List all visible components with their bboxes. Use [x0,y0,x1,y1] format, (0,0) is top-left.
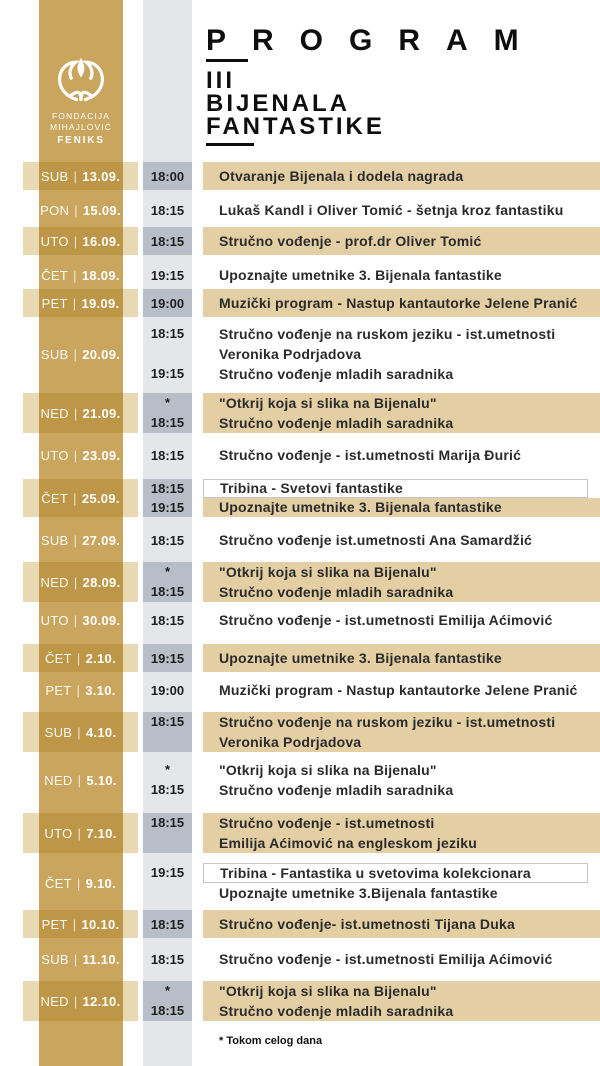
date-separator: | [73,951,78,967]
time-spacer [143,833,192,853]
date-label: 2.10. [85,650,116,666]
event-description: Stručno vođenje - ist.umetnosti Emilija Aćimović [219,951,553,967]
schedule-row [0,863,600,903]
date-label: 25.09. [81,490,120,506]
date-cell [23,712,138,752]
time-cell [143,910,192,938]
date-label: 9.10. [85,875,116,891]
event-cell [203,760,600,800]
day-label: PET [45,682,72,698]
date-separator: | [73,233,78,249]
event-description: Upoznajte umetnike 3. Bijenala fantastike [219,267,502,283]
title-underline-bottom [206,143,254,146]
date-separator: | [73,405,78,421]
schedule-row [0,479,600,517]
event-description: Veronika Podrjadova [219,346,362,362]
title-line-bijenala: BIJENALA [206,90,351,117]
phoenix-icon [52,56,110,104]
date-cell [23,289,138,317]
event-description: "Otkrij koja si slika na Bijenalu" [219,762,437,778]
brand-logo [39,56,123,147]
event-cell [203,393,600,433]
date-label: 16.09. [82,233,121,249]
date-label: 20.09. [82,346,121,362]
date-label: 12.10. [82,993,121,1009]
event-description: Stručno vođenje mladih saradnika [219,1003,454,1019]
day-label: NED [44,772,73,788]
date-separator: | [73,346,78,362]
asterisk-label: * [164,983,171,998]
date-cell [23,393,138,433]
schedule-row [0,606,600,634]
date-separator: | [73,490,77,506]
footnote: * Tokom celog dana [219,1035,323,1047]
date-separator: | [73,532,78,548]
event-cell [203,863,600,903]
event-description: Emilija Aćimović na engleskom jeziku [219,835,477,851]
time-cell [143,261,192,289]
asterisk-label: * [164,564,171,579]
schedule-row [0,196,600,224]
event-description: Stručno vođenje - ist.umetnosti Emilija Aćimović [219,612,553,628]
schedule-row [0,981,600,1021]
date-separator: | [72,295,77,311]
event-description: Stručno vođenje - ist.umetnosti Marija Đurić [219,447,522,463]
asterisk-label: * [164,395,171,410]
time-label: 18:15 [150,714,185,729]
time-cell [143,813,192,853]
schedule-row [0,162,600,190]
date-label: 19.09. [81,295,120,311]
event-cell [203,562,600,602]
schedule-row [0,289,600,317]
asterisk-label: * [164,762,171,777]
event-description: Muzički program - Nastup kantautorke Jelene Pranić [219,682,578,698]
schedule-row [0,760,600,800]
brand-name-line2: MIHAJLOVIĆ [49,122,112,132]
date-cell [23,760,138,800]
time-label: 18:15 [150,584,185,599]
day-label: SUB [40,346,69,362]
date-cell [23,863,138,903]
time-cell [143,562,192,602]
event-cell [203,196,600,224]
date-label: 27.09. [82,532,121,548]
schedule-row [0,813,600,853]
date-cell [23,813,138,853]
event-description: Stručno vođenje mladih saradnika [219,782,454,798]
date-cell [23,324,138,384]
day-label: SUB [40,532,69,548]
time-label: 18:15 [150,916,185,932]
event-cell [203,910,600,938]
title-line-iii: III [206,67,236,94]
day-label: NED [40,405,69,421]
time-cell [143,162,192,190]
day-label: SUB [40,168,69,184]
date-label: 23.09. [82,447,121,463]
date-cell [23,644,138,672]
event-description: Stručno vođenje - ist.umetnosti [219,815,435,831]
event-cell [203,606,600,634]
time-label: 18:15 [150,782,185,797]
time-cell [143,945,192,973]
time-label: 18:00 [150,168,185,184]
event-description: Muzički program - Nastup kantautorke Jelene Pranić [219,295,578,311]
schedule-row [0,393,600,433]
date-cell [23,479,138,517]
day-label: SUB [44,724,73,740]
day-label: UTO [40,447,69,463]
time-label: 18:15 [150,447,185,463]
date-separator: | [73,574,78,590]
date-cell [23,562,138,602]
event-description: Stručno vođenje - prof.dr Oliver Tomić [219,233,482,249]
time-cell [143,526,192,554]
date-separator: | [73,612,78,628]
date-cell [23,441,138,469]
event-cell [203,227,600,255]
event-cell [203,441,600,469]
date-cell [23,910,138,938]
event-description: Stručno vođenje mladih saradnika [219,366,454,382]
date-separator: | [77,825,82,841]
date-separator: | [73,168,78,184]
event-cell [203,162,600,190]
date-cell [23,981,138,1021]
date-separator: | [73,267,77,283]
event-description: Upoznajte umetnike 3. Bijenala fantastike [203,498,600,517]
day-label: NED [40,574,69,590]
date-separator: | [77,724,81,740]
title-program: PROGRAM [206,24,545,57]
time-cell [143,227,192,255]
schedule-row [0,676,600,704]
time-label: 19:00 [150,682,185,698]
date-separator: | [76,682,81,698]
time-cell [143,863,192,903]
time-label: 18:15 [150,481,185,496]
date-separator: | [73,447,78,463]
title-underline-top [206,59,248,62]
date-label: 28.09. [82,574,121,590]
schedule-row [0,324,600,384]
event-description: Lukaš Kandl i Oliver Tomić - šetnja kroz fantastiku [219,202,564,218]
event-description: Otvaranje Bijenala i dodela nagrada [219,168,464,184]
event-description: Stručno vođenje- ist.umetnosti Tijana Duka [219,916,515,932]
date-separator: | [73,993,78,1009]
time-spacer [143,732,192,752]
event-cell [203,289,600,317]
event-description-boxed: Tribina - Fantastika u svetovima kolekcionara [203,863,588,883]
time-label: 19:15 [150,650,185,666]
date-label: 3.10. [85,682,116,698]
event-cell [203,676,600,704]
event-description: Stručno vođenje na ruskom jeziku - ist.umetnosti [219,714,556,730]
title-line-fantastike: FANTASTIKE [206,113,385,140]
time-cell [143,712,192,752]
date-label: 30.09. [82,612,121,628]
time-label: 18:15 [150,815,185,830]
event-cell [203,813,600,853]
day-label: ČET [41,267,69,283]
day-label: UTO [40,233,69,249]
date-label: 18.09. [81,267,120,283]
event-description: "Otkrij koja si slika na Bijenalu" [219,983,437,999]
event-description: Upoznajte umetnike 3.Bijenala fantastike [219,885,498,901]
day-label: PET [41,295,68,311]
time-spacer [143,344,192,364]
schedule-row [0,441,600,469]
event-cell [203,981,600,1021]
event-cell [203,324,600,384]
date-separator: | [76,650,81,666]
event-cell [203,479,600,517]
event-description: Stručno vođenje mladih saradnika [219,584,454,600]
time-label: 19:15 [150,865,185,880]
date-cell [23,227,138,255]
schedule-row [0,712,600,752]
brand-name-line1: FONDACIJA [51,111,111,121]
date-separator: | [74,202,78,218]
time-cell [143,196,192,224]
day-label: PET [41,916,68,932]
date-label: 11.10. [82,951,120,967]
day-label: UTO [40,612,69,628]
day-label: ČET [44,875,72,891]
date-separator: | [72,916,77,932]
time-label: 18:15 [150,951,185,967]
date-label: 5.10. [86,772,117,788]
time-label: 18:15 [150,612,185,628]
event-cell [203,261,600,289]
time-cell [143,760,192,800]
time-label: 19:15 [150,500,185,515]
event-cell [203,945,600,973]
event-description-boxed: Tribina - Svetovi fantastike [203,479,588,498]
date-cell [23,945,138,973]
event-description: Stručno vođenje na ruskom jeziku - ist.umetnosti [219,326,556,342]
time-spacer [143,883,192,903]
time-cell [143,644,192,672]
time-label: 18:15 [150,202,185,218]
event-cell [203,526,600,554]
date-cell [23,261,138,289]
date-label: 10.10. [81,916,120,932]
date-label: 7.10. [86,825,117,841]
day-label: ČET [44,650,72,666]
date-label: 13.09. [82,168,121,184]
time-cell [143,676,192,704]
day-label: NED [40,993,69,1009]
date-cell [23,526,138,554]
event-description: "Otkrij koja si slika na Bijenalu" [219,564,437,580]
time-label: 19:15 [150,267,185,283]
date-cell [23,162,138,190]
event-description: Stručno vođenje mladih saradnika [219,415,454,431]
page-title [206,26,545,146]
schedule-row [0,945,600,973]
event-description: Veronika Podrjadova [219,734,362,750]
time-cell [143,289,192,317]
time-label: 19:00 [150,295,185,311]
date-cell [23,606,138,634]
time-label: 18:15 [150,532,185,548]
time-cell [143,441,192,469]
day-label: ČET [41,490,69,506]
event-description: Stručno vođenje ist.umetnosti Ana Samardžić [219,532,533,548]
time-label: 18:15 [150,415,185,430]
event-cell [203,712,600,752]
schedule-row [0,910,600,938]
date-label: 21.09. [82,405,121,421]
schedule-row [0,562,600,602]
day-label: UTO [44,825,73,841]
schedule-row [0,261,600,289]
event-cell [203,644,600,672]
schedule-row [0,644,600,672]
brand-name-line3: FENIKS [57,135,105,146]
time-cell [143,606,192,634]
date-label: 4.10. [85,724,117,740]
time-label: 19:15 [150,366,185,381]
event-description: Upoznajte umetnike 3. Bijenala fantastike [219,650,502,666]
event-description: "Otkrij koja si slika na Bijenalu" [219,395,437,411]
schedule-row [0,227,600,255]
date-cell [23,196,138,224]
date-separator: | [77,772,82,788]
time-cell [143,393,192,433]
day-label: SUB [41,951,69,967]
time-cell [143,981,192,1021]
time-label: 18:15 [150,233,185,249]
time-cell [143,324,192,384]
date-label: 15.09. [82,202,121,218]
time-cell [143,479,192,517]
date-separator: | [76,875,81,891]
date-cell [23,676,138,704]
time-label: 18:15 [150,1003,185,1018]
title-subtitle [206,69,545,138]
day-label: PON [40,202,70,218]
schedule-row [0,526,600,554]
time-label: 18:15 [150,326,185,341]
